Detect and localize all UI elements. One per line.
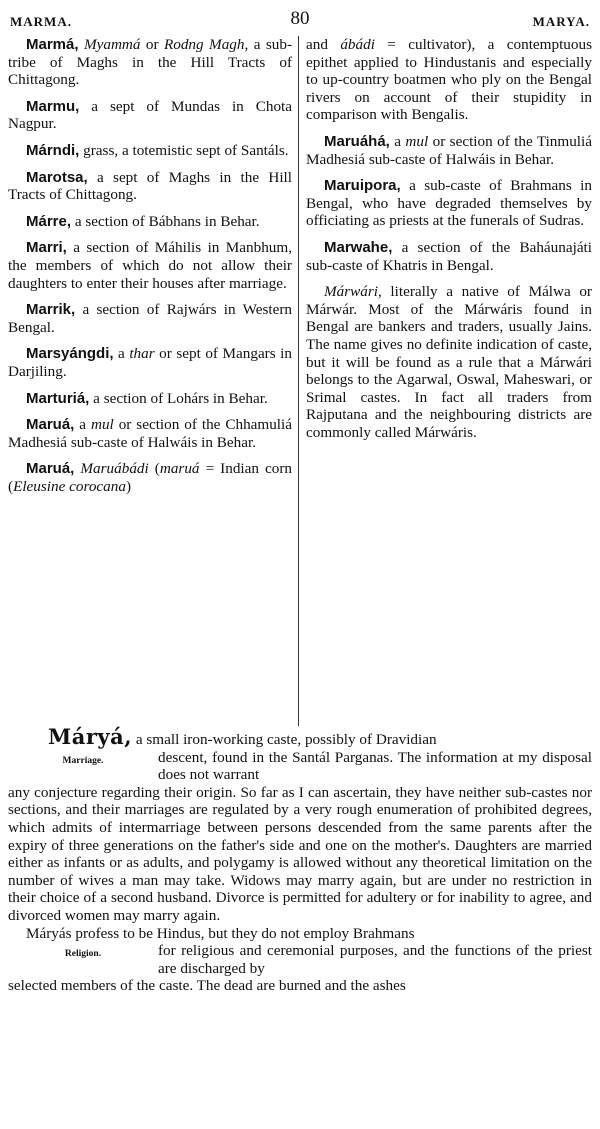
religion-first-line: Máryás profess to be Hindus, but they do not employ Brahmans	[26, 924, 415, 942]
dictionary-entry	[306, 133, 592, 168]
dictionary-entry	[8, 301, 292, 336]
entry-definition: grass, a totemistic sept of Santáls.	[79, 141, 289, 159]
entry-definition: a mul or section of the Tinmuliá Madhesiá sub-caste of Halwáis in Behar.	[306, 132, 592, 168]
main-entry-opening: a small iron-working caste, possibly of Dravidian	[132, 731, 437, 748]
dictionary-entry	[8, 390, 292, 408]
page-header	[10, 8, 590, 34]
entry-headword: Marsyángdi,	[26, 345, 114, 363]
dictionary-entry	[8, 460, 292, 495]
running-head-right: MARYA.	[532, 14, 590, 29]
dictionary-entry	[306, 283, 592, 441]
two-column-section	[8, 36, 592, 722]
dictionary-entry	[8, 169, 292, 204]
marriage-paragraph-head	[8, 749, 592, 784]
entry-headword: Marrik,	[26, 301, 76, 319]
entry-definition: a sub-caste of Brahmans in Bengal, who have degraded themselves by officiating as priests at the funerals of Sudras.	[306, 177, 592, 230]
column-divider	[298, 36, 299, 726]
page-number: 80	[290, 8, 310, 29]
entry-definition: a section of Rajwárs in Western Bengal.	[8, 301, 292, 336]
dictionary-entry	[306, 36, 592, 124]
dictionary-entry	[8, 416, 292, 451]
sidenote-marriage: Marriage.	[62, 755, 104, 766]
entry-definition: a mul or section of the Chhamuliá Madhesiá sub-caste of Halwáis in Behar.	[8, 416, 292, 451]
entry-definition: a section of Lohárs in Behar.	[89, 389, 268, 407]
entry-headword: Marwahe,	[324, 238, 393, 256]
sidenote-religion: Religion.	[64, 949, 102, 960]
entry-definition: Márwári, literally a native of Málwa or Márwár. Most of the Márwáris found in Bengal are bankers and traders, usually Jains. The name gives no definite indication of caste, but it will be found as a rule that a Márwári belongs to the Agarwal, Oswal, Maheswari, or Srimal castes. In fact all traders from Rajputana and the neighbouring districts are commonly called Márwáris.	[306, 283, 592, 441]
entry-definition: Maruábádi (maruá = Indian corn (Eleusine corocana)	[8, 460, 293, 495]
marriage-text-start: descent, found in the Santál Parganas. The information at my disposal does not warrant	[158, 748, 592, 784]
running-head-left: MARMA.	[10, 14, 72, 29]
entry-headword: Marri,	[26, 239, 67, 257]
dictionary-entry	[306, 177, 592, 230]
dictionary-entry	[306, 239, 592, 274]
entry-definition: a sept of Mundas in Chota Nagpur.	[8, 97, 292, 133]
dictionary-entry	[8, 239, 292, 292]
dictionary-entry	[8, 98, 292, 133]
entry-headword: Maruáhá,	[324, 132, 390, 150]
entry-definition: Myammá or Rodng Magh, a sub-tribe of Maghs in the Hill Tracts of Chittagong.	[8, 36, 293, 89]
marriage-text: any conjecture regarding their origin. So far as I can ascertain, they have neither sub-castes nor sections, and their marriages are regulated by a very rough enumeration of prohibited degrees, which admits of intermarriage between persons descended from the same parents after the expiry of three generations on the father's side and one on the mother's. Daughters are married either as infants or as adults, and polygamy is allowed without any theoretical limitation on the number of wives a man may take. Widows may marry again, but are under no restriction in their choice of a second husband. Divorce is permitted for adultery or for inability to agree, and divorced women may marry again.	[8, 783, 592, 924]
religion-text: selected members of the caste. The dead are burned and the ashes	[8, 977, 406, 995]
dictionary-entry	[8, 213, 292, 231]
entry-headword: Marmá,	[26, 36, 79, 53]
entry-headword: Marotsa,	[26, 168, 88, 186]
entry-definition: a section of the Baháunajáti sub-caste of Khatris in Bengal.	[306, 238, 592, 274]
left-column	[8, 36, 292, 504]
religion-paragraph-head	[8, 942, 592, 977]
dictionary-entry	[8, 36, 292, 89]
entry-headword: Maruá,	[26, 416, 75, 434]
right-column	[306, 36, 592, 450]
main-headword: Máryá,	[48, 724, 133, 749]
entry-headword: Maruá,	[26, 460, 75, 478]
entry-headword: Márndi,	[26, 141, 80, 159]
main-entry-marya	[8, 724, 592, 995]
dictionary-entry	[8, 345, 292, 380]
entry-headword: Marturiá,	[26, 389, 90, 407]
entry-headword: Márre,	[26, 212, 72, 230]
dictionary-entry	[8, 142, 292, 160]
entry-definition: a sept of Maghs in the Hill Tracts of Chittagong.	[8, 168, 292, 204]
entry-headword: Marmu,	[26, 97, 80, 115]
entry-definition: a thar or sept of Mangars in Darjiling.	[8, 345, 292, 380]
entry-definition: and ábádi = cultivator), a contemptuous epithet applied to Hindustanis and especially to up-country boatmen who ply on the Bengal rivers on account of their stupidity in comparison with Bengalis.	[306, 36, 592, 124]
religion-text-start: for religious and ceremonial purposes, and the functions of the priest are discharged by	[158, 942, 592, 977]
entry-headword: Maruipora,	[324, 177, 401, 195]
entry-definition: a section of Máhilis in Manbhum, the members of which do not allow their daughters to enter their houses after marriage.	[8, 239, 292, 292]
entry-definition: a section of Bábhans in Behar.	[71, 212, 260, 230]
main-entry-first-line	[8, 724, 592, 749]
